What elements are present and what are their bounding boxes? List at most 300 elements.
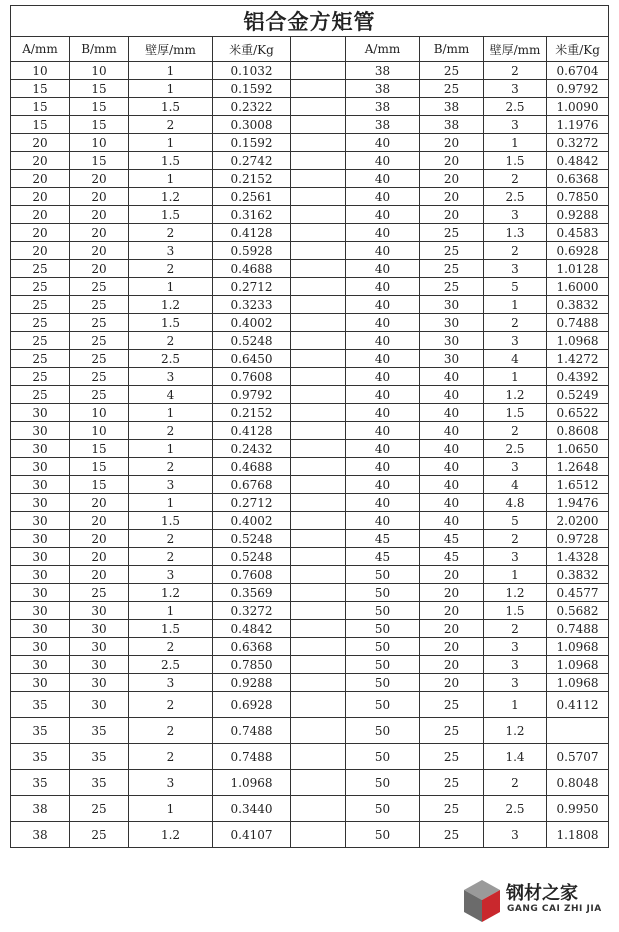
table-cell: 38 <box>346 116 420 134</box>
table-cell: 25 <box>11 332 70 350</box>
table-cell: 1.2 <box>484 386 547 404</box>
table-cell: 25 <box>420 770 484 796</box>
table-cell: 20 <box>11 152 70 170</box>
table-cell: 2 <box>129 332 213 350</box>
table-body <box>11 62 609 848</box>
table-cell: 1 <box>129 62 213 80</box>
table-cell: 0.2152 <box>213 404 291 422</box>
table-cell: 1.4 <box>484 744 547 770</box>
table-cell: 40 <box>346 260 420 278</box>
table-cell: 15 <box>70 98 129 116</box>
table-cell: 20 <box>11 206 70 224</box>
table-cell: 0.4842 <box>213 620 291 638</box>
table-row <box>11 620 609 638</box>
table-cell: 20 <box>420 602 484 620</box>
table-row <box>11 656 609 674</box>
table-cell: 2 <box>129 744 213 770</box>
table-cell: 50 <box>346 770 420 796</box>
table-cell: 0.3440 <box>213 796 291 822</box>
gap-cell <box>291 692 346 718</box>
table-cell: 25 <box>11 278 70 296</box>
table-cell: 30 <box>11 494 70 512</box>
table-cell: 0.9792 <box>547 80 609 98</box>
table-cell: 45 <box>346 530 420 548</box>
table-cell: 1.5 <box>484 152 547 170</box>
column-header: A/mm <box>11 37 70 62</box>
table-cell: 1.0968 <box>547 656 609 674</box>
table-cell: 0.8608 <box>547 422 609 440</box>
table-cell: 3 <box>484 206 547 224</box>
table-cell: 40 <box>346 278 420 296</box>
table-cell: 1 <box>129 170 213 188</box>
table-cell: 20 <box>420 620 484 638</box>
table-cell: 40 <box>346 224 420 242</box>
column-header: B/mm <box>70 37 129 62</box>
gap-cell <box>291 296 346 314</box>
gap-cell <box>291 548 346 566</box>
table-cell: 50 <box>346 674 420 692</box>
table-cell: 1 <box>129 80 213 98</box>
table-cell: 15 <box>70 116 129 134</box>
cube-logo-icon <box>460 878 504 924</box>
table-cell: 40 <box>420 440 484 458</box>
table-cell: 1 <box>484 692 547 718</box>
table-row <box>11 188 609 206</box>
table-cell: 30 <box>11 404 70 422</box>
table-cell: 2 <box>129 116 213 134</box>
table-row <box>11 422 609 440</box>
table-cell: 25 <box>70 822 129 848</box>
table-cell: 30 <box>11 530 70 548</box>
table-cell: 30 <box>11 422 70 440</box>
table-row <box>11 278 609 296</box>
table-row <box>11 530 609 548</box>
table-cell: 3 <box>484 458 547 476</box>
gap-cell <box>291 188 346 206</box>
table-row <box>11 206 609 224</box>
table-cell: 30 <box>11 440 70 458</box>
gap-cell <box>291 206 346 224</box>
table-row <box>11 260 609 278</box>
gap-cell <box>291 242 346 260</box>
table-cell: 0.3272 <box>213 602 291 620</box>
table-row <box>11 116 609 134</box>
table-cell: 25 <box>420 80 484 98</box>
table-row <box>11 296 609 314</box>
table-cell: 4 <box>484 476 547 494</box>
table-cell: 15 <box>11 116 70 134</box>
table-cell: 1.5 <box>484 404 547 422</box>
table-cell: 25 <box>420 242 484 260</box>
table-cell: 1.2 <box>129 188 213 206</box>
table-cell: 40 <box>420 368 484 386</box>
table-cell: 30 <box>70 602 129 620</box>
table-cell: 1.0968 <box>547 332 609 350</box>
table-cell: 2.5 <box>484 796 547 822</box>
table-cell: 40 <box>346 188 420 206</box>
table-row <box>11 404 609 422</box>
header-row <box>11 37 609 62</box>
table-cell: 0.5248 <box>213 332 291 350</box>
table-cell: 4 <box>129 386 213 404</box>
table-cell: 1 <box>129 440 213 458</box>
table-cell: 0.4002 <box>213 314 291 332</box>
table-cell: 20 <box>11 134 70 152</box>
table-row <box>11 476 609 494</box>
table-cell: 2 <box>129 548 213 566</box>
table-cell: 50 <box>346 638 420 656</box>
table-cell: 1.0128 <box>547 260 609 278</box>
table-cell: 30 <box>11 674 70 692</box>
table-row <box>11 692 609 718</box>
table-cell: 0.7608 <box>213 566 291 584</box>
table-cell: 35 <box>11 692 70 718</box>
table-row <box>11 350 609 368</box>
gap-cell <box>291 796 346 822</box>
table-cell: 35 <box>70 718 129 744</box>
table-cell: 3 <box>484 548 547 566</box>
table-cell: 0.2322 <box>213 98 291 116</box>
table-cell: 1 <box>129 796 213 822</box>
table-cell: 20 <box>420 566 484 584</box>
watermark-subtitle: GANG CAI ZHI JIA <box>507 904 602 914</box>
table-cell: 50 <box>346 566 420 584</box>
table-cell: 3 <box>129 770 213 796</box>
table-cell: 30 <box>70 620 129 638</box>
table-cell: 30 <box>420 332 484 350</box>
table-row <box>11 602 609 620</box>
table-cell: 2 <box>129 692 213 718</box>
table-cell: 0.7488 <box>213 744 291 770</box>
gap-cell <box>291 512 346 530</box>
table-cell: 25 <box>70 314 129 332</box>
column-header: B/mm <box>420 37 484 62</box>
table-cell: 3 <box>484 116 547 134</box>
table-cell: 40 <box>346 512 420 530</box>
table-cell: 2 <box>129 224 213 242</box>
table-cell: 30 <box>11 512 70 530</box>
gap-cell <box>291 278 346 296</box>
table-cell: 45 <box>346 548 420 566</box>
table-cell: 40 <box>420 512 484 530</box>
column-header: A/mm <box>346 37 420 62</box>
table-cell: 2 <box>484 170 547 188</box>
table-cell: 2.5 <box>484 440 547 458</box>
table-cell: 0.6522 <box>547 404 609 422</box>
table-cell: 1.9476 <box>547 494 609 512</box>
table-cell: 30 <box>11 656 70 674</box>
table-cell: 20 <box>70 242 129 260</box>
table-cell: 0.9288 <box>213 674 291 692</box>
gap-cell <box>291 152 346 170</box>
table-cell: 38 <box>346 98 420 116</box>
table-cell: 38 <box>346 62 420 80</box>
table-cell: 35 <box>11 718 70 744</box>
table-cell: 20 <box>11 170 70 188</box>
table-cell: 38 <box>420 116 484 134</box>
table-cell: 25 <box>70 386 129 404</box>
table-cell: 0.4128 <box>213 422 291 440</box>
table-cell: 20 <box>70 512 129 530</box>
table-cell: 1.0090 <box>547 98 609 116</box>
column-header: 米重/Kg <box>547 37 609 62</box>
table-cell: 0.6450 <box>213 350 291 368</box>
table-cell: 2 <box>484 620 547 638</box>
table-cell: 20 <box>11 224 70 242</box>
table-cell: 40 <box>346 386 420 404</box>
table-row <box>11 494 609 512</box>
table-cell: 1.1976 <box>547 116 609 134</box>
table-cell: 40 <box>420 422 484 440</box>
gap-column <box>291 37 346 62</box>
table-cell: 40 <box>346 170 420 188</box>
table-cell: 0.9792 <box>213 386 291 404</box>
table-cell: 25 <box>420 278 484 296</box>
table-cell: 30 <box>11 458 70 476</box>
table-cell: 0.6368 <box>547 170 609 188</box>
table-row <box>11 80 609 98</box>
table-cell: 0.4002 <box>213 512 291 530</box>
table-cell: 15 <box>70 458 129 476</box>
table-cell: 1 <box>484 368 547 386</box>
table-cell: 3 <box>484 656 547 674</box>
table-cell: 2 <box>129 260 213 278</box>
gap-cell <box>291 476 346 494</box>
table-cell: 50 <box>346 822 420 848</box>
table-cell: 25 <box>70 350 129 368</box>
table-cell: 0.6928 <box>547 242 609 260</box>
table-cell: 0.6368 <box>213 638 291 656</box>
table-cell: 1.0968 <box>547 638 609 656</box>
table-cell: 0.7850 <box>547 188 609 206</box>
gap-cell <box>291 744 346 770</box>
table-cell: 40 <box>346 152 420 170</box>
table-cell: 0.9288 <box>547 206 609 224</box>
table-cell: 0.4577 <box>547 584 609 602</box>
table-row <box>11 242 609 260</box>
gap-cell <box>291 638 346 656</box>
table-cell: 25 <box>11 386 70 404</box>
table-cell: 20 <box>420 656 484 674</box>
table-cell: 20 <box>420 188 484 206</box>
watermark <box>460 876 610 924</box>
table-cell: 25 <box>11 296 70 314</box>
table-cell: 1.6512 <box>547 476 609 494</box>
table-cell: 1.2 <box>129 822 213 848</box>
table-cell: 3 <box>129 476 213 494</box>
table-cell: 40 <box>346 296 420 314</box>
table-cell: 35 <box>70 744 129 770</box>
table-row <box>11 368 609 386</box>
table-cell: 50 <box>346 692 420 718</box>
table-row <box>11 796 609 822</box>
table-row <box>11 440 609 458</box>
table-cell: 0.3832 <box>547 566 609 584</box>
table-cell: 30 <box>420 314 484 332</box>
table-title: 铝合金方矩管 <box>11 6 609 37</box>
table-cell: 1.0968 <box>213 770 291 796</box>
table-cell: 10 <box>11 62 70 80</box>
table-cell: 0.5682 <box>547 602 609 620</box>
table-cell: 1.5 <box>129 512 213 530</box>
table-cell: 2 <box>129 718 213 744</box>
table-cell: 20 <box>70 566 129 584</box>
table-row <box>11 566 609 584</box>
table-cell: 20 <box>420 674 484 692</box>
table-cell: 40 <box>420 386 484 404</box>
table-cell: 15 <box>11 80 70 98</box>
table-cell: 25 <box>420 692 484 718</box>
table-cell: 40 <box>346 440 420 458</box>
table-cell: 0.4688 <box>213 260 291 278</box>
table-cell: 0.3162 <box>213 206 291 224</box>
table-cell: 0.7850 <box>213 656 291 674</box>
gap-cell <box>291 260 346 278</box>
table-cell: 45 <box>420 530 484 548</box>
table-cell: 25 <box>11 350 70 368</box>
table-cell: 1.5 <box>129 206 213 224</box>
table-cell: 0.4392 <box>547 368 609 386</box>
table-cell: 0.5248 <box>213 530 291 548</box>
table-cell: 2 <box>484 422 547 440</box>
gap-cell <box>291 224 346 242</box>
table-cell: 1.0968 <box>547 674 609 692</box>
gap-cell <box>291 98 346 116</box>
table-cell: 3 <box>484 674 547 692</box>
table-cell: 1.5 <box>129 620 213 638</box>
table-row <box>11 332 609 350</box>
table-cell: 50 <box>346 620 420 638</box>
table-cell: 30 <box>11 548 70 566</box>
table-cell: 30 <box>11 620 70 638</box>
table-cell: 0.9950 <box>547 796 609 822</box>
table-cell: 40 <box>346 242 420 260</box>
table-cell: 25 <box>70 332 129 350</box>
table-cell: 3 <box>484 260 547 278</box>
table-cell: 2.5 <box>484 98 547 116</box>
table-cell: 3 <box>484 638 547 656</box>
gap-cell <box>291 170 346 188</box>
table-cell: 2 <box>484 242 547 260</box>
gap-cell <box>291 80 346 98</box>
table-cell: 20 <box>420 584 484 602</box>
table-row <box>11 134 609 152</box>
table-row <box>11 98 609 116</box>
table-cell: 0.2561 <box>213 188 291 206</box>
table-cell: 0.4842 <box>547 152 609 170</box>
table-cell: 0.9728 <box>547 530 609 548</box>
gap-cell <box>291 822 346 848</box>
gap-cell <box>291 494 346 512</box>
gap-cell <box>291 134 346 152</box>
table-cell: 1 <box>484 296 547 314</box>
gap-cell <box>291 350 346 368</box>
gap-cell <box>291 404 346 422</box>
table-cell: 3 <box>484 332 547 350</box>
table-cell: 25 <box>420 822 484 848</box>
table-cell: 1 <box>129 134 213 152</box>
table-cell: 25 <box>70 278 129 296</box>
gap-cell <box>291 656 346 674</box>
table-cell: 2 <box>484 770 547 796</box>
table-cell: 25 <box>11 314 70 332</box>
table-row <box>11 152 609 170</box>
table-row <box>11 512 609 530</box>
table-cell: 30 <box>420 350 484 368</box>
table-cell: 15 <box>70 80 129 98</box>
table-cell: 0.4107 <box>213 822 291 848</box>
gap-cell <box>291 566 346 584</box>
table-cell: 20 <box>420 152 484 170</box>
gap-cell <box>291 602 346 620</box>
table-row <box>11 584 609 602</box>
table-cell: 38 <box>11 822 70 848</box>
table-cell: 15 <box>70 440 129 458</box>
table-cell: 10 <box>70 62 129 80</box>
gap-cell <box>291 440 346 458</box>
table-cell: 40 <box>346 350 420 368</box>
table-cell <box>547 718 609 744</box>
table-cell: 1 <box>129 602 213 620</box>
gap-cell <box>291 458 346 476</box>
table-cell: 20 <box>70 494 129 512</box>
table-cell: 30 <box>11 566 70 584</box>
table-cell: 3 <box>129 368 213 386</box>
table-cell: 35 <box>70 770 129 796</box>
table-cell: 0.5928 <box>213 242 291 260</box>
table-cell: 30 <box>70 656 129 674</box>
table-cell: 3 <box>129 242 213 260</box>
gap-cell <box>291 422 346 440</box>
table-cell: 1 <box>484 134 547 152</box>
table-cell: 30 <box>420 296 484 314</box>
table-cell: 1 <box>484 566 547 584</box>
table-cell: 4 <box>484 350 547 368</box>
column-header: 米重/Kg <box>213 37 291 62</box>
table-cell: 10 <box>70 404 129 422</box>
table-cell: 2 <box>129 638 213 656</box>
table-cell: 35 <box>11 770 70 796</box>
gap-cell <box>291 674 346 692</box>
table-row <box>11 458 609 476</box>
table-cell: 2.0200 <box>547 512 609 530</box>
table-cell: 38 <box>346 80 420 98</box>
table-row <box>11 314 609 332</box>
table-cell: 50 <box>346 602 420 620</box>
table-cell: 30 <box>11 476 70 494</box>
table-cell: 0.4688 <box>213 458 291 476</box>
table-cell: 35 <box>11 744 70 770</box>
table-cell: 3 <box>129 674 213 692</box>
table-row <box>11 62 609 80</box>
table-cell: 40 <box>346 476 420 494</box>
table-cell: 25 <box>420 718 484 744</box>
table-cell: 30 <box>11 584 70 602</box>
table-cell: 20 <box>70 206 129 224</box>
table-cell: 20 <box>11 242 70 260</box>
table-cell: 3 <box>484 822 547 848</box>
table-cell: 0.2712 <box>213 494 291 512</box>
table-cell: 0.7488 <box>547 314 609 332</box>
table-cell: 50 <box>346 796 420 822</box>
table-cell: 50 <box>346 718 420 744</box>
gap-cell <box>291 584 346 602</box>
table-cell: 40 <box>346 404 420 422</box>
table-row <box>11 638 609 656</box>
table-cell: 25 <box>420 796 484 822</box>
table-cell: 40 <box>346 314 420 332</box>
table-cell: 25 <box>420 260 484 278</box>
